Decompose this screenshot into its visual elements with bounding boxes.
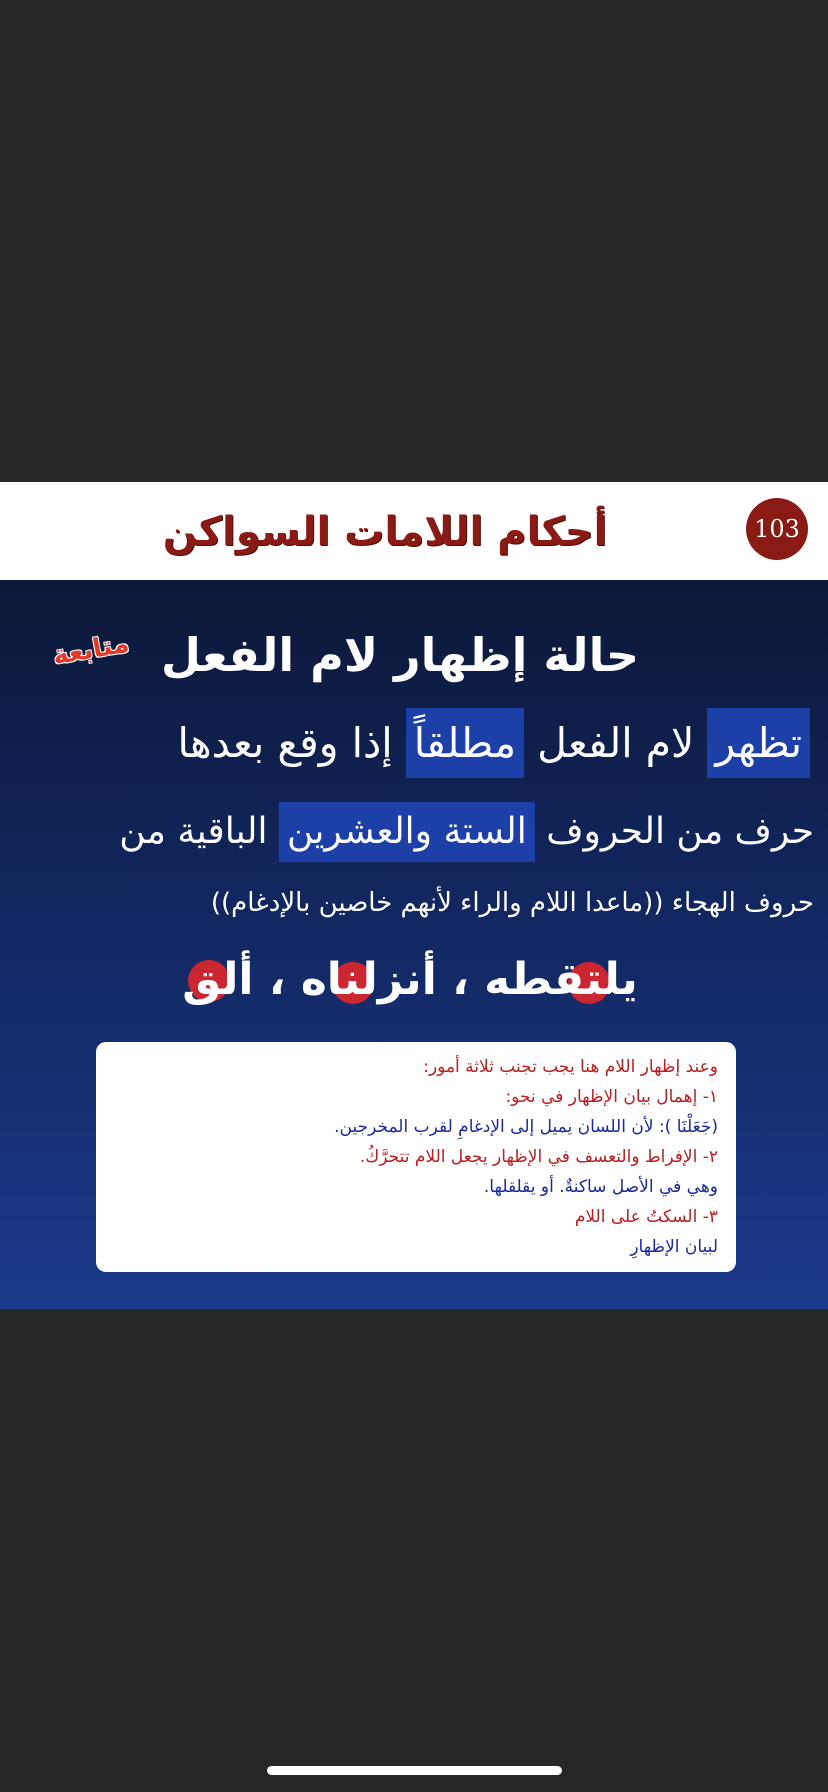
page-number-badge: 103 <box>746 498 808 560</box>
continued-label: متابعة <box>50 628 132 672</box>
highlight-word: مطلقاً <box>406 708 524 778</box>
notes-box <box>96 1042 736 1272</box>
notes-intro: وعند إظهار اللام هنا يجب تجنب ثلاثة أمور: <box>423 1057 718 1077</box>
content-panel <box>0 580 828 1309</box>
note-item-2-detail: وهي في الأصل ساكنةٌ. أو يقلقلها. <box>483 1177 718 1197</box>
rule-text: لام الفعل <box>524 719 708 767</box>
rule-text: الباقية من <box>119 811 279 852</box>
rule-text: إذا وقع بعدها <box>177 719 406 767</box>
note-item-1-title: ١- إهمال بيان الإظهار في نحو: <box>505 1087 718 1107</box>
note-item-1-detail: (جَعَلْنَا ): لأن اللسان يميل إلى الإدغامِ لقرب المخرجين. <box>334 1117 718 1137</box>
section-subtitle: حالة إظهار لام الفعل <box>161 628 639 682</box>
slide-title: أحكام اللامات السواكن <box>162 509 608 555</box>
lesson-slide <box>0 482 828 1309</box>
rule-line-3: حروف الهجاء ((ماعدا اللام والراء لأنهم خاصين بالإدغام)) <box>210 888 814 918</box>
note-item-3-detail: لبيان الإظهارِ <box>630 1237 718 1257</box>
rule-line-1 <box>10 708 810 778</box>
examples-line: يلتقطه ، أنزلناه ، ألق <box>182 954 638 1005</box>
highlight-word: تظهر <box>707 708 810 778</box>
note-item-2-title: ٢- الإفراط والتعسف في الإظهار يجعل اللام تتحرَّكُ. <box>359 1147 718 1167</box>
note-item-3-title: ٣- السكتُ على اللام <box>574 1207 718 1227</box>
title-bar <box>0 482 828 580</box>
rule-line-2 <box>10 802 814 862</box>
highlight-phrase: الستة والعشرين <box>279 802 535 862</box>
home-indicator[interactable] <box>267 1766 562 1775</box>
rule-text: حرف من الحروف <box>534 811 814 852</box>
